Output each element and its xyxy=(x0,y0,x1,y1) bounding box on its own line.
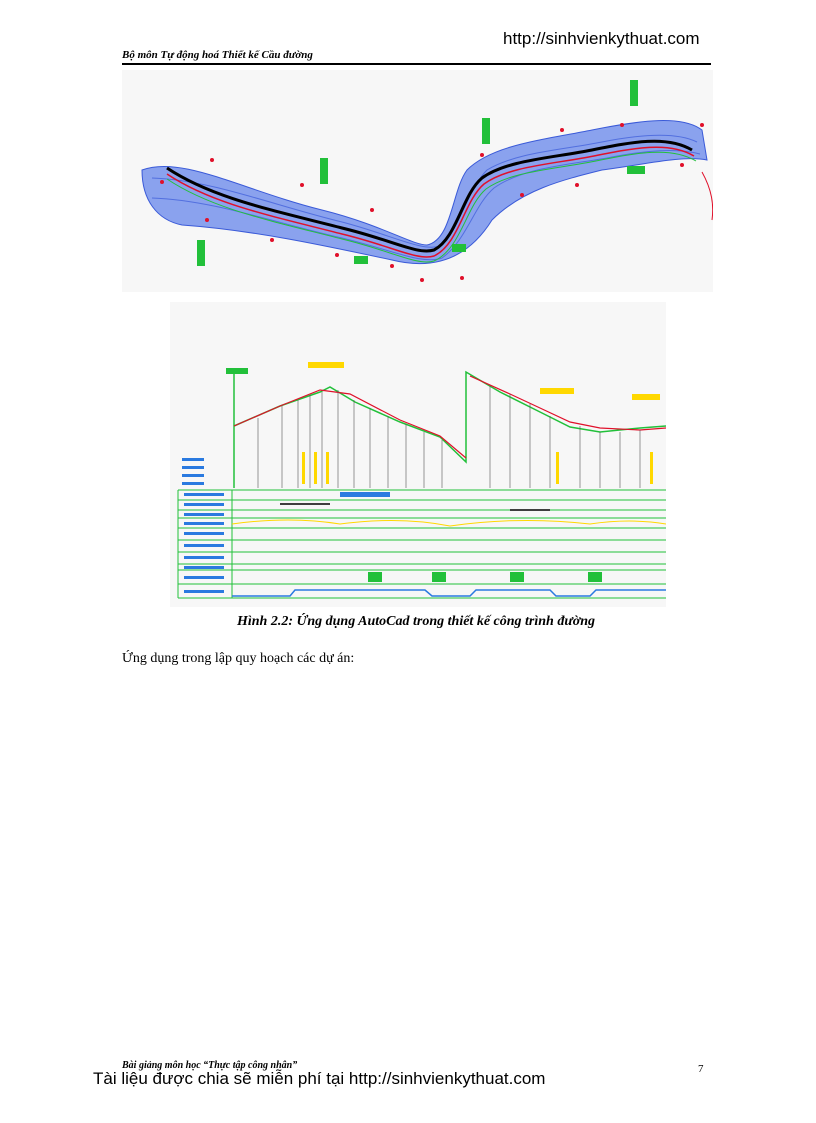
page-number: 7 xyxy=(698,1063,704,1075)
body-paragraph: Ứng dụng trong lập quy hoạch các dự án: xyxy=(122,651,355,666)
footer-share-notice: Tài liệu được chia sẽ miễn phí tại http://sinhvienkythuat.com xyxy=(93,1069,546,1088)
header-divider xyxy=(122,63,711,65)
road-plan-drawing xyxy=(122,70,713,292)
footer-course-title: Bài giảng môn học “Thực tập công nhân” xyxy=(122,1060,298,1071)
figure-caption: Hình 2.2: Ứng dụng AutoCad trong thiết kế công trình đường xyxy=(236,614,596,629)
longitudinal-profile-drawing xyxy=(170,302,666,607)
department-header: Bộ môn Tự động hoá Thiết kế Cầu đường xyxy=(122,49,313,61)
header-url: http://sinhvienkythuat.com xyxy=(503,29,700,48)
